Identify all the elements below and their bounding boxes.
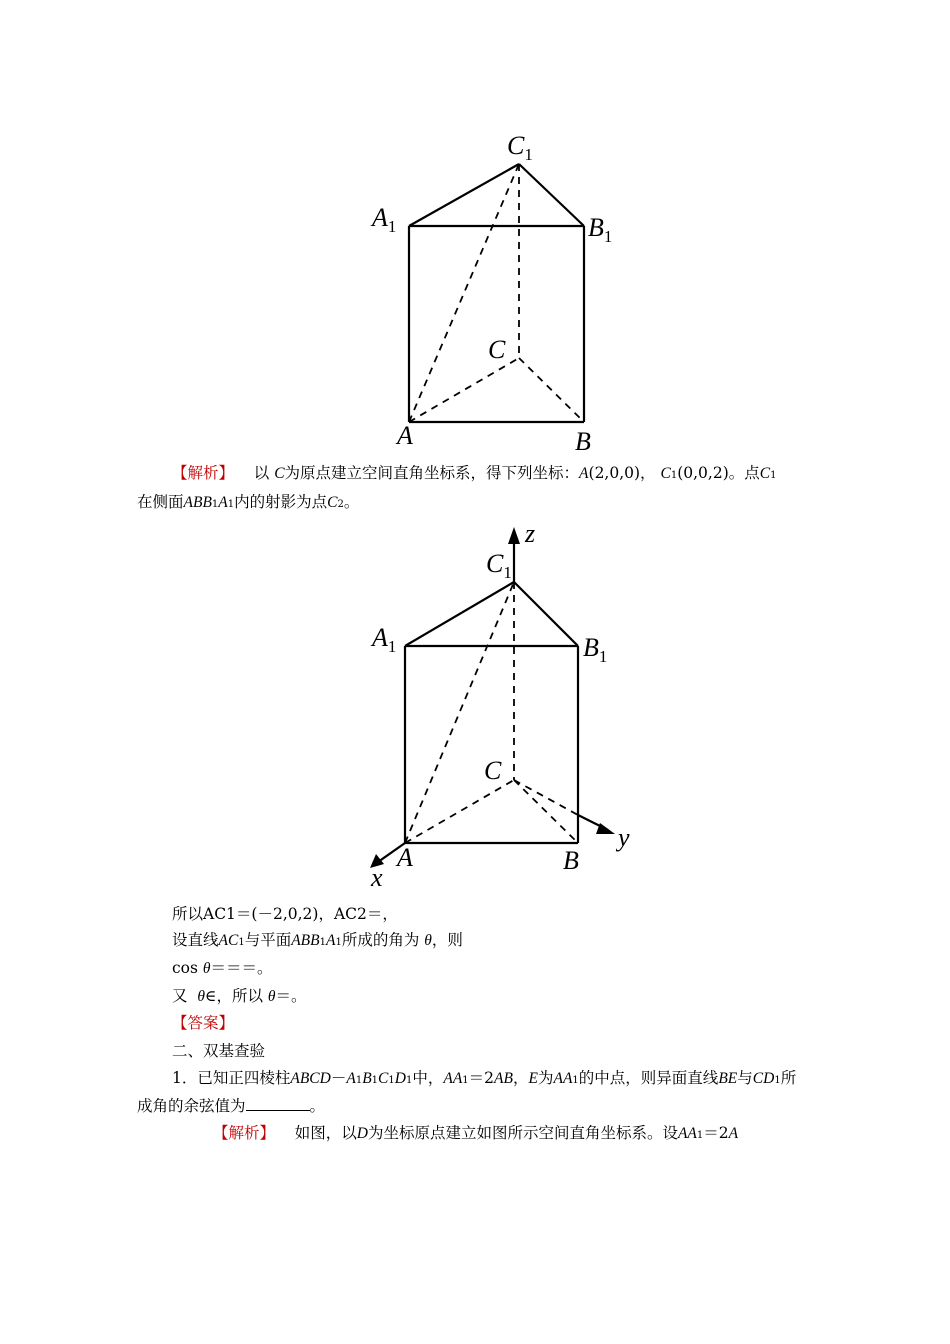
label-x: x <box>371 863 383 892</box>
label-C: C <box>488 335 506 364</box>
label-B1: $B_1$ <box>583 633 608 666</box>
analysis-tag-2: 【解析】 <box>213 1124 276 1142</box>
z-axis-arrow <box>508 527 520 544</box>
analysis-paragraph-line2: 在侧面ABB1A1内的射影为点C2。 <box>137 493 360 511</box>
label-z: z <box>525 519 536 548</box>
edge-A-C1 <box>409 164 519 422</box>
range-line: 又 θ∈，所以 θ＝。 <box>172 987 307 1005</box>
analysis-tag: 【解析】 <box>172 464 235 482</box>
question-1-line1: 1．已知正四棱柱ABCD－A1B1C1D1中，AA1＝2AB，E为AA1的中点，则异面直线BE与CD1所 <box>172 1069 797 1087</box>
edge-A-C <box>409 358 519 422</box>
label-A: A <box>397 843 413 872</box>
label-C: C <box>484 756 502 785</box>
answer-blank <box>246 1096 310 1111</box>
analysis-2-line: 【解析】 如图，以D为坐标原点建立如图所示空间直角坐标系。设AA1＝2A <box>213 1124 739 1142</box>
prism-figure-2-coordinate <box>0 515 950 895</box>
edge-C-B <box>519 358 584 422</box>
label-C1: $C_1$ <box>507 131 533 164</box>
analysis-paragraph-line1: 【解析】 以 C为原点建立空间直角坐标系，得下列坐标：A(2,0,0)， C1(0,0,2)。点C1 <box>172 464 777 482</box>
answer-tag: 【答案】 <box>172 1014 235 1032</box>
label-B: B <box>563 846 579 875</box>
vector-line: 所以AC1＝(－2,0,2)，AC2＝， <box>172 905 398 923</box>
section-heading: 二、双基查验 <box>172 1042 266 1060</box>
question-1-line2: 成角的余弦值为 。 <box>137 1097 326 1115</box>
label-A1: $A_1$ <box>372 203 397 236</box>
cos-line: cos θ＝＝＝。 <box>172 959 273 977</box>
edge-C1-B1 <box>519 164 584 226</box>
prism-figure-1 <box>0 0 950 460</box>
label-B1: $B_1$ <box>588 213 613 246</box>
label-A: A <box>397 421 413 450</box>
label-B: B <box>575 427 591 456</box>
label-C1: $C_1$ <box>486 549 512 582</box>
edge-A1-C1 <box>409 164 519 226</box>
label-y: y <box>618 823 630 852</box>
angle-line: 设直线AC1与平面ABB1A1所成的角为 θ，则 <box>172 931 463 949</box>
label-A1: $A_1$ <box>372 623 397 656</box>
